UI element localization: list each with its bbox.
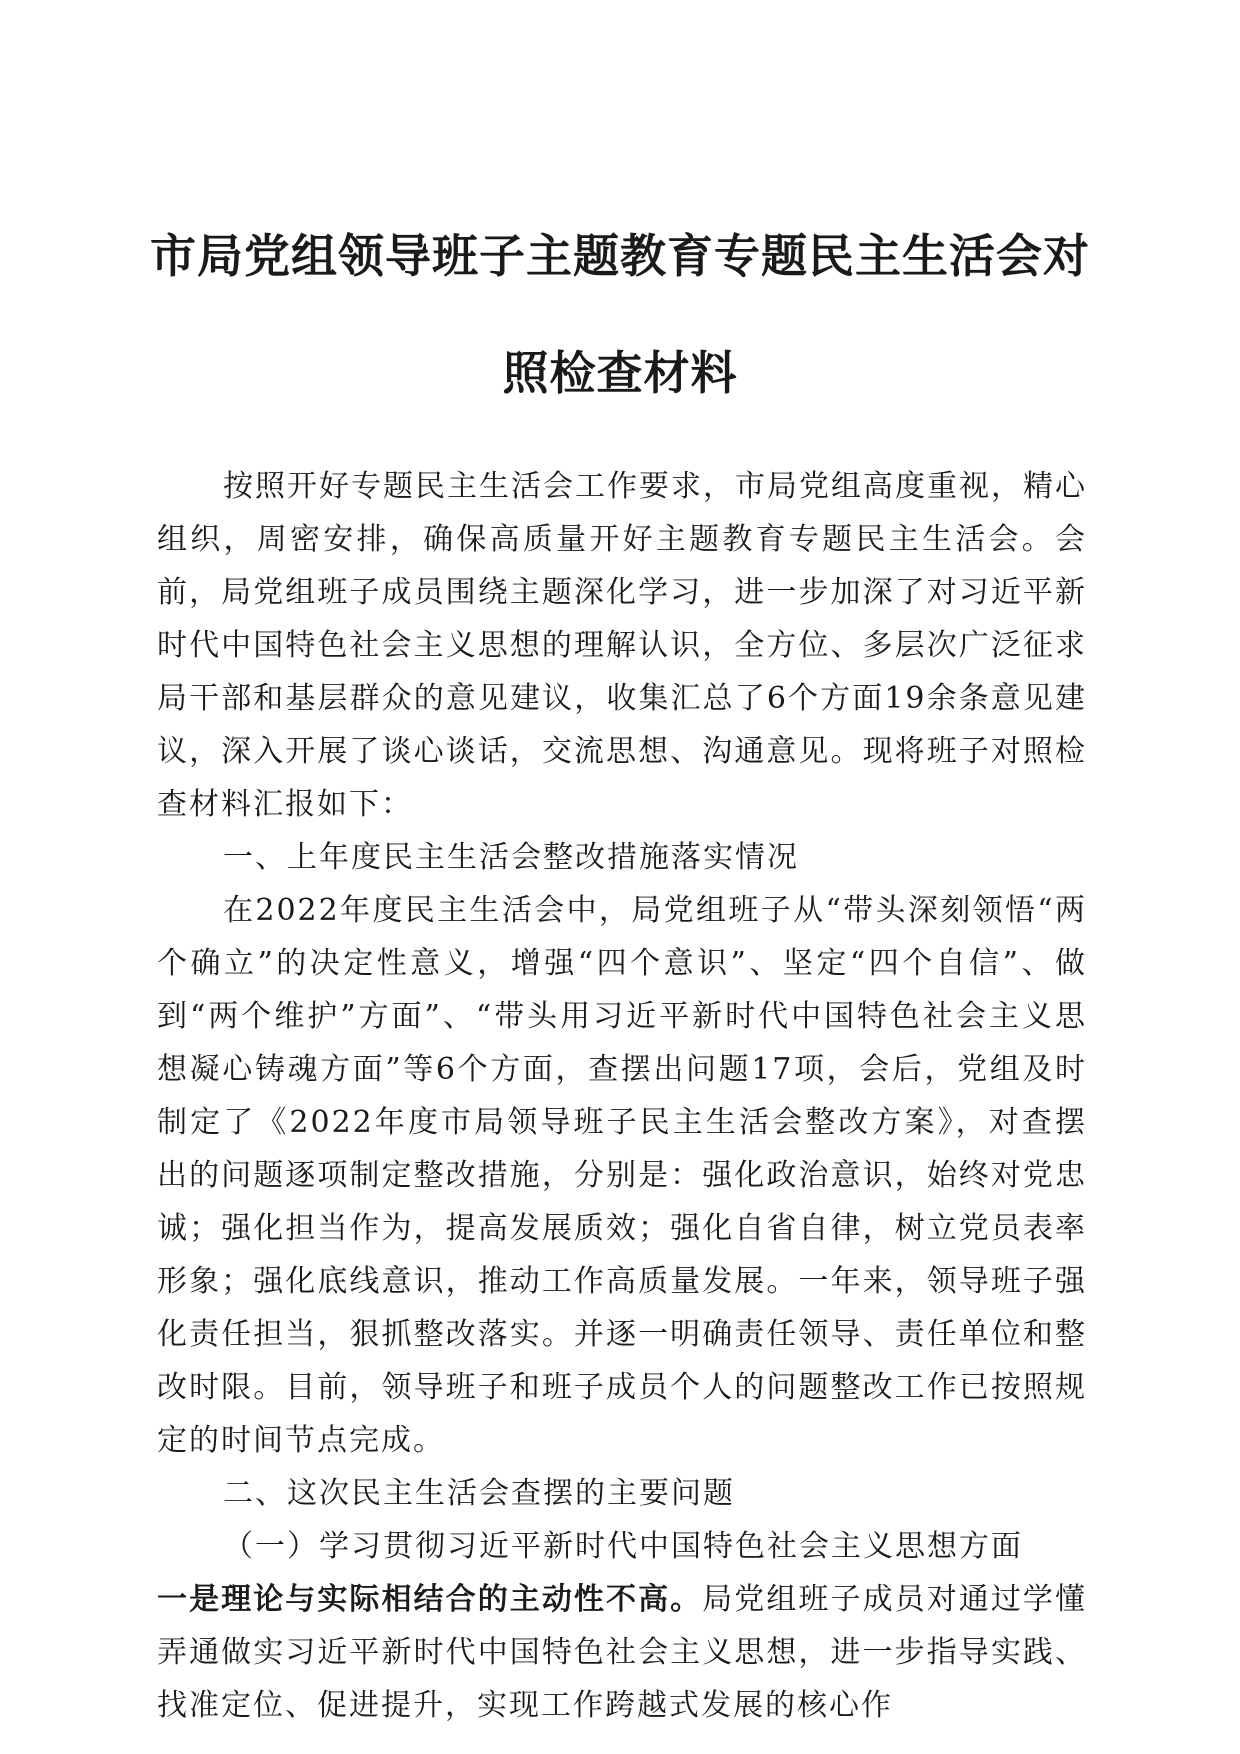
point-1-paragraph <box>157 1573 1087 1732</box>
document-body <box>157 460 1087 1732</box>
point-1-text: 局党组班子成员对通过学懂弄通做实习近平新时代中国特色社会主义思想，进一步指导实践、找准定位、促进提升，实现工作跨越式发展的核心作 <box>157 1582 1088 1723</box>
point-1-lead: 一是理论与实际相结合的主动性不高。 <box>157 1582 703 1617</box>
section-2-heading: 二、这次民主生活会查摆的主要问题 <box>223 1476 735 1511</box>
intro-paragraph: 按照开好专题民主生活会工作要求，市局党组高度重视，精心组织，周密安排，确保高质量开好主题教育专题民主生活会。会前，局党组班子成员围绕主题深化学习，进一步加深了对习近平新时代中国特色社会主义思想的理解认识，全方位、多层次广泛征求局干部和基层群众的意见建议，收集汇总了6个方面19余条意见建议，深入开展了谈心谈话，交流思想、沟通意见。现将班子对照检查材料汇报如下： <box>157 469 1087 822</box>
document-title-line-2: 照检查材料 <box>502 346 738 400</box>
subsection-1-heading: （一）学习贯彻习近平新时代中国特色社会主义思想方面 <box>223 1529 1023 1564</box>
document-title-line-1: 市局党组领导班子主题教育专题民主生活会对 <box>150 229 1090 283</box>
section-1-paragraph: 在2022年度民主生活会中，局党组班子从“带头深刻领悟“两个确立”的决定性意义，增强“四个意识”、坚定“四个自信”、做到“两个维护”方面”、“带头用习近平新时代中国特色社会主义思想凝心铸魂方面”等6个方面，查摆出问题17项，会后，党组及时制定了《2022年度市局领导班子民主生活会整改方案》，对查摆出的问题逐项制定整改措施，分别是：强化政治意识，始终对党忠诚；强化担当作为，提高发展质效；强化自省自律，树立党员表率形象；强化底线意识，推动工作高质量发展。一年来，领导班子强化责任担当，狠抓整改落实。并逐一明确责任领导、责任单位和整改时限。目前，领导班子和班子成员个人的问题整改工作已按照规定的时间节点完成。 <box>157 893 1087 1458</box>
section-1-heading: 一、上年度民主生活会整改措施落实情况 <box>223 840 799 875</box>
